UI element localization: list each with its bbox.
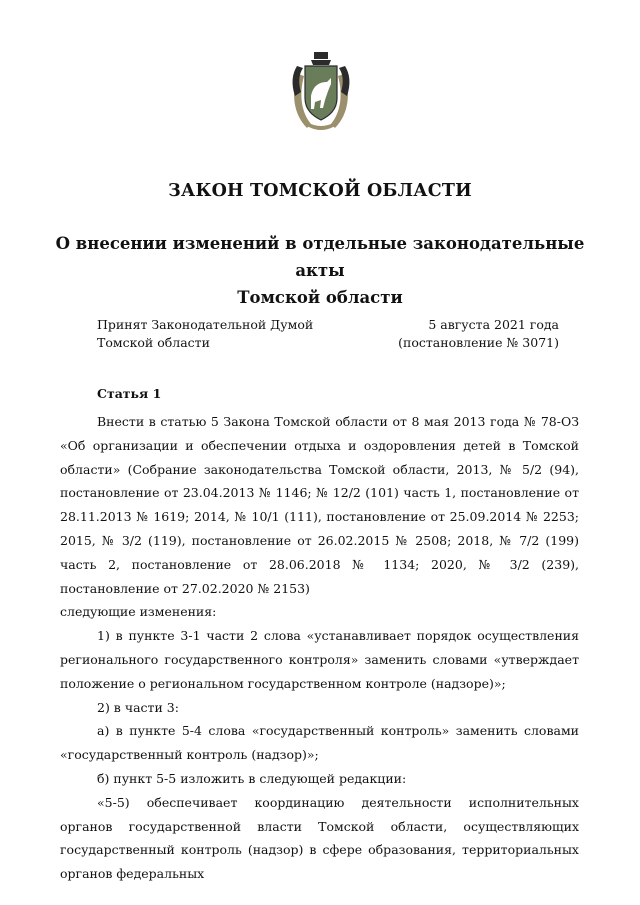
subtitle-line-2: Томской области: [237, 288, 403, 307]
date-line-1: 5 августа 2021 года: [428, 317, 559, 332]
adopted-line-1: Принят Законодательной Думой: [97, 317, 314, 332]
article-body: [60, 410, 579, 886]
paragraph: следующие изменения:: [60, 604, 217, 620]
adopted-by: [97, 316, 313, 352]
date-line-2: (постановление № 3071): [398, 335, 559, 350]
coat-of-arms-icon: [289, 52, 353, 134]
law-subtitle: [40, 230, 600, 311]
adopted-line-2: Томской области: [97, 335, 210, 350]
paragraph: Внести в статью 5 Закона Томской области от 8 мая 2013 года № 78-ОЗ «Об организации и обеспечении отдыха и оздоровления детей в Томской области» (Собрание законодательства Томской области, 2013, № 5/2 (94), постановление от 23.04.2013 № 1146; № 12/2 (101) часть 1, постановление от 28.11.2013 № 1619; 2014, № 10/1 (111), постановление от 25.09.2014 № 2253; 2015, № 3/2 (119), постановление от 26.02.2015 № 2508; 2018, № 7/2 (199) часть 2, постановление от 28.06.2018 № 1134; 2020, № 3/2 (239), постановление от 27.02.2020 № 2153): [60, 414, 579, 596]
paragraph: 1) в пункте 3-1 части 2 слова «устанавливает порядок осуществления регионального государственного контроля» заменить словами «утверждает положение о региональном государственном контроле (надзоре)»;: [60, 628, 579, 691]
paragraph: 2) в части 3:: [97, 699, 179, 715]
paragraph: б) пункт 5-5 изложить в следующей редакции:: [97, 770, 407, 786]
article-title: Статья 1: [97, 386, 162, 401]
subtitle-line-1: О внесении изменений в отдельные законодательные акты: [55, 234, 585, 280]
paragraph: «5-5) обеспечивает координацию деятельности исполнительных органов государственной власти Томской области, осуществляющих государственный контроль (надзор) в сфере образования, территориальных органов федеральных: [60, 794, 579, 882]
law-title: ЗАКОН ТОМСКОЙ ОБЛАСТИ: [168, 181, 472, 201]
paragraph: а) в пункте 5-4 слова «государственный контроль» заменить словами «государственный контроль (надзор)»;: [60, 723, 579, 763]
adoption-date: [398, 316, 559, 352]
